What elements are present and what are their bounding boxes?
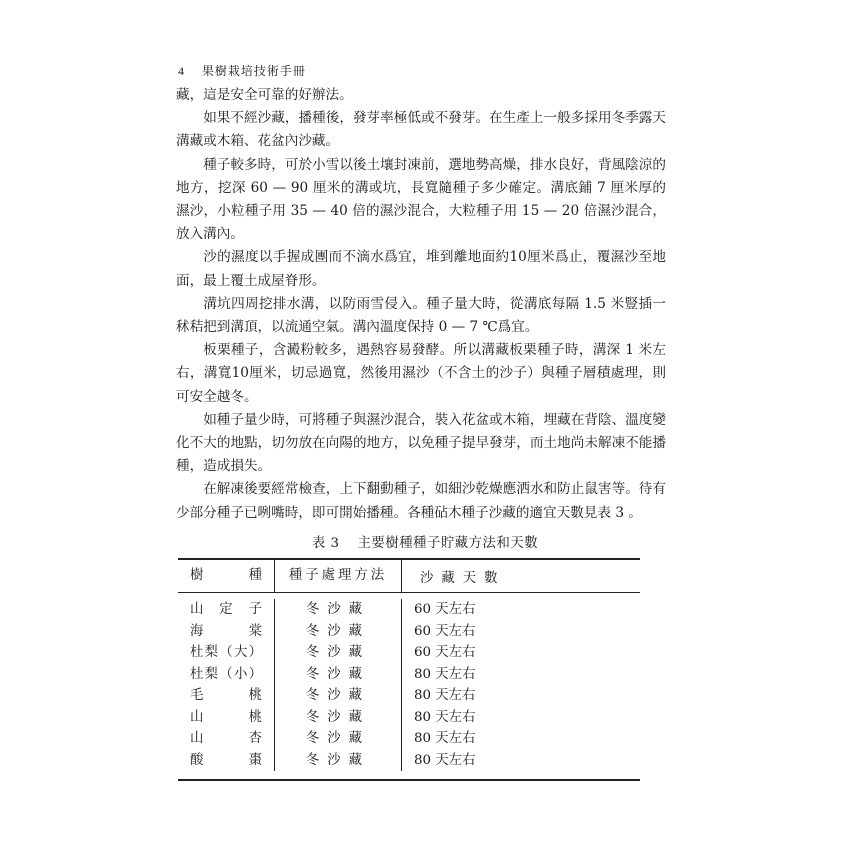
species-cell: 杜梨（小） xyxy=(178,664,275,686)
seed-storage-table xyxy=(178,558,640,781)
table-row xyxy=(178,642,640,664)
table-row xyxy=(178,621,640,643)
species-cell: 杜梨（大） xyxy=(178,642,275,664)
table-row xyxy=(178,707,640,729)
days-cell: 80 天左右 xyxy=(414,731,476,746)
table-row xyxy=(178,685,640,707)
species-cell: 毛桃 xyxy=(178,685,275,707)
species-cell: 山定子 xyxy=(178,599,275,621)
treatment-cell: 冬沙藏 xyxy=(275,664,402,686)
table-row xyxy=(178,664,640,686)
species-cell: 酸棗 xyxy=(178,750,275,772)
header-treatment: 種子處理方法 xyxy=(275,560,402,592)
paragraph: 溝坑四周挖排水溝，以防雨雪侵入。種子量大時，從溝底每隔 1.5 米豎插一秫秸把到溝頂，以流通空氣。溝內溫度保持 0 — 7 ℃爲宜。 xyxy=(176,295,666,336)
species-cell: 山杏 xyxy=(178,728,275,750)
table-title: 主要樹種種子貯藏方法和天數 xyxy=(357,536,539,551)
days-cell: 80 天左右 xyxy=(414,709,476,725)
paragraph: 沙的濕度以手握成團而不滴水爲宜，堆到離地面約10厘米爲止，覆濕沙至地面，最上覆土成屋脊形。 xyxy=(176,249,666,289)
days-cell: 60 天左右 xyxy=(414,645,476,660)
table-number: 表 3 xyxy=(311,536,340,551)
treatment-cell: 冬沙藏 xyxy=(275,599,402,621)
treatment-cell: 冬沙藏 xyxy=(275,728,402,750)
table-row xyxy=(178,728,640,750)
treatment-cell: 冬沙藏 xyxy=(275,685,402,707)
paragraph: 如果不經沙藏，播種後，發芽率極低或不發芽。在生產上一般多採用冬季露天溝藏或木箱、花盆內沙藏。 xyxy=(176,110,666,150)
treatment-cell: 冬沙藏 xyxy=(275,707,402,729)
paragraph: 種子較多時，可於小雪以後土壤封凍前，選地勢高燥，排水良好，背風陰涼的地方，挖深 60 — 90 厘米的溝或坑，長寬隨種子多少確定。溝底鋪 7 厘米厚的濕沙，小粒種子用 35 — 40 倍的濕沙混合，大粒種子用 15 — 20 倍濕沙混合，放入溝內。 xyxy=(176,156,666,243)
book-title: 果樹栽培技術手冊 xyxy=(201,64,306,78)
table-row xyxy=(178,750,640,772)
body-text xyxy=(176,84,666,525)
paragraph: 在解凍後要經常檢查，上下翻動種子，如細沙乾燥應洒水和防止鼠害等。待有少部分種子已咧嘴時，即可開始播種。各種砧木種子沙藏的適宜天數見表 3 。 xyxy=(176,481,666,521)
table-caption xyxy=(0,532,850,551)
running-header xyxy=(178,62,306,79)
header-species: 樹種 xyxy=(178,560,275,592)
species-cell: 山桃 xyxy=(178,707,275,729)
paragraph: 藏，這是安全可靠的好辦法。 xyxy=(176,87,353,103)
species-cell: 海棠 xyxy=(178,621,275,643)
days-cell: 80 天左右 xyxy=(414,688,476,703)
treatment-cell: 冬沙藏 xyxy=(275,621,402,643)
treatment-cell: 冬沙藏 xyxy=(275,750,402,772)
paragraph: 如種子量少時，可將種子與濕沙混合，裝入花盆或木箱，埋藏在背陰、溫度變化不大的地點，切勿放在向陽的地方，以免種子提早發芽，而土地尚未解凍不能播種，造成損失。 xyxy=(176,411,666,475)
table-body xyxy=(178,593,640,779)
paragraph: 板栗種子，含澱粉較多，遇熱容易發酵。所以溝藏板栗種子時，溝深 1 米左右，溝寬10厘米，切忌過寬，然後用濕沙（不含土的沙子）與種子層積處理，則可安全越冬。 xyxy=(176,342,666,405)
days-cell: 80 天左右 xyxy=(414,666,476,682)
treatment-cell: 冬沙藏 xyxy=(275,642,402,664)
days-cell: 60 天左右 xyxy=(414,623,476,639)
header-days: 沙藏天數 xyxy=(420,570,506,586)
days-cell: 80 天左右 xyxy=(414,752,476,768)
days-cell: 60 天左右 xyxy=(414,602,476,617)
table-row xyxy=(178,599,640,621)
page-number: 4 xyxy=(178,64,185,78)
table-header-row xyxy=(178,560,640,593)
